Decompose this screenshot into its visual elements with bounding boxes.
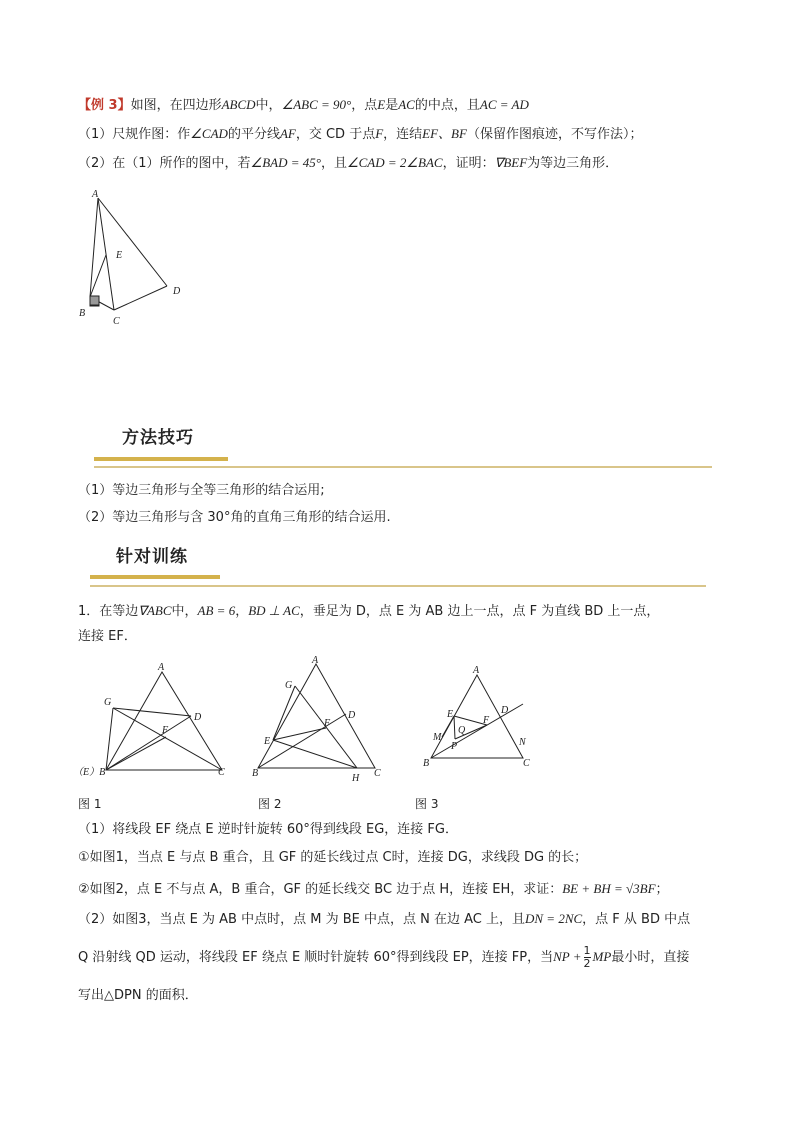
triangle-abc [431,675,523,758]
fig1-label-eb: （E）B [73,767,106,778]
example3-line1: 【例 3】如图，在四边形ABCD中，∠ABC = 90°，点E是AC的中点，且AC = AD [78,97,529,113]
subq-1: （1）将线段 EF 绕点 E 逆时针旋转 60°得到线段 EG，连接 FG． [78,822,458,837]
fig3-label-e: E [447,709,454,720]
fig3-label-f: F [483,715,490,726]
subq-2-line2: Q 沿射线 QD 运动，将线段 EF 绕点 E 顺时针旋转 60°得到线段 EP，连接 FP，当NP + $\frac{1}{2}$ MP最小时，直接 [78,944,690,970]
fig3-label-d: D [501,705,509,716]
seg-ab [90,198,98,297]
fig3-label-p: P [451,741,458,752]
training-underline [90,575,220,579]
fig3-label-q: Q [458,725,466,736]
fig1-label-g: G [104,697,112,708]
ray-bd [431,704,523,758]
figure-2 [240,650,400,785]
problem1-line2: 连接 EF． [78,629,137,644]
fig3-label-b: B [423,758,430,769]
seg-ep [454,716,455,739]
fig2-label-a: A [312,655,319,666]
fig3-label-m: M [433,732,442,743]
label-a: A [92,189,99,200]
fig1-label-f: F [162,725,169,736]
subq-2-line3: 写出△DPN 的面积． [78,988,198,1003]
seg-eh [273,740,357,768]
methods-rule [94,466,712,468]
fig2-label-b: B [252,768,259,779]
label-d: D [173,286,181,297]
subq-1a: ①如图1，当点 E 与点 B 重合，且 GF 的延长线过点 C时，连接 DG，求线段 DG 的长； [78,850,588,865]
label-c: C [113,316,120,327]
fig2-label-g: G [285,680,293,691]
fig1-label-a: A [158,662,165,673]
methods-title: 方法技巧 [122,428,194,448]
figure-3-caption: 图 3 [415,797,439,811]
right-angle-square [90,296,99,305]
triangle-abc [106,672,222,770]
example3-q1: （1）尺规作图：作∠CAD的平分线AF，交 CD 于点F，连结EF、BF（保留作图痕迹，不写作法）； [78,126,643,142]
seg-ge [273,686,295,740]
example3-q2: （2）在（1）所作的图中，若∠BAD = 45°，且∠CAD = 2∠BAC，证明：∇BEF为等边三角形． [78,155,619,171]
fraction-half: $\frac{1}{2}$ [583,944,591,970]
figure-1 [70,660,240,785]
methods-item1: （1）等边三角形与全等三角形的结合运用; [78,483,325,498]
figure-3 [415,660,545,775]
seg-gb [106,708,113,770]
seg-cd [114,286,167,310]
fig2-label-e: E [264,736,271,747]
methods-underline [94,457,228,461]
example3-figure [70,185,200,330]
example-tag: 【例 3】 [78,98,131,113]
fig2-label-c: C [374,768,381,779]
fig3-label-n: N [519,737,526,748]
fig1-label-c: C [218,767,225,778]
fig1-label-d: D [194,712,202,723]
figure-1-caption: 图 1 [78,797,102,811]
subq-2-line1: （2）如图3，当点 E 为 AB 中点时，点 M 为 BE 中点，点 N 在边 AC 上，且DN = 2NC，点 F 从 BD 中点 [78,911,691,927]
fig2-label-f: F [324,718,331,729]
fig3-label-a: A [473,665,480,676]
label-b: B [79,308,86,319]
subq-1b: ②如图2，点 E 不与点 A，B 重合，GF 的延长线交 BC 边于点 H，连接 EH，求证：BE + BH = √3BF； [78,881,669,897]
fig2-label-d: D [348,710,356,721]
methods-item2: （2）等边三角形与含 30°角的直角三角形的结合运用. [78,510,391,525]
fig2-label-h: H [352,773,360,784]
figure-2-caption: 图 2 [258,797,282,811]
training-rule [90,585,706,587]
triangle-abc [258,664,375,768]
training-title: 针对训练 [116,547,188,567]
seg-bd [106,716,191,770]
label-e: E [116,250,123,261]
fig3-label-c: C [523,758,530,769]
seg-ef [273,728,326,740]
seg-gc [113,708,222,770]
problem1-line1: 1．在等边∇ABC中，AB = 6，BD ⊥ AC，垂足为 D，点 E 为 AB 边上一点，点 F 为直线 BD 上一点， [78,603,660,619]
